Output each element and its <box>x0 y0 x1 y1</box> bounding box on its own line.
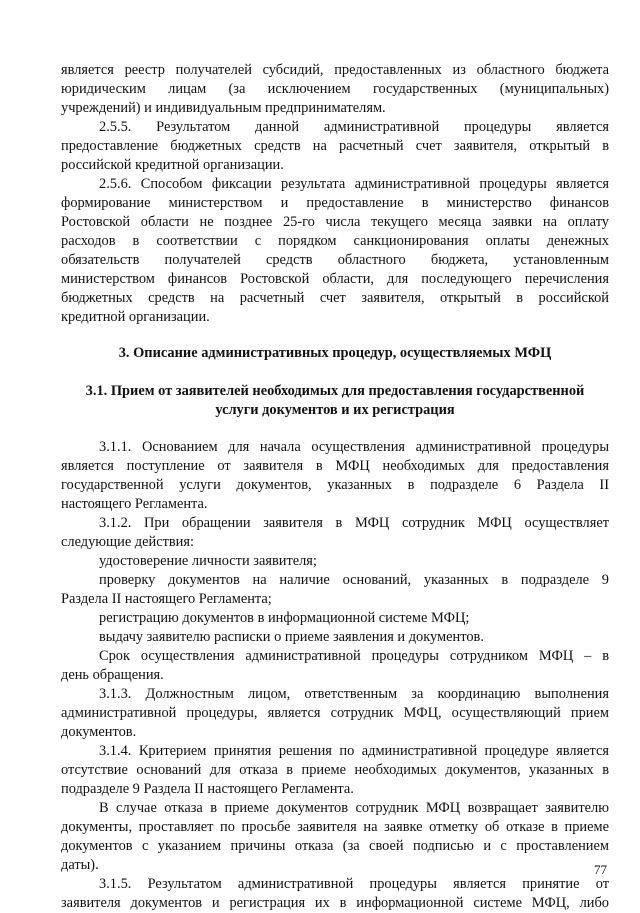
section-heading-3: 3. Описание административных процедур, осуществляемых МФЦ <box>118 345 552 361</box>
action-item-1: удостоверение личности заявителя; <box>99 553 317 569</box>
intro-line-2: юридическим лицам (за исключением государственных (муниципальных) <box>61 81 609 97</box>
paragraph-3-1-4-line-2: отсутствие оснований для отказа в приеме необходимых документов, указанных в <box>61 762 609 778</box>
paragraph-2-5-5-line-2: предоставление бюджетных средств на расчетный счет заявителя, открытый в <box>61 138 609 154</box>
paragraph-3-1-3-line-1: 3.1.3. Должностным лицом, ответственным за координацию выполнения <box>99 686 609 702</box>
action-item-2-line-2: Раздела II настоящего Регламента; <box>61 591 272 607</box>
paragraph-3-1-2-line-1: 3.1.2. При обращении заявителя в МФЦ сотрудник МФЦ осуществляет <box>99 515 609 531</box>
paragraph-2-5-6-line-4: расходов в соответствии с порядком санкционирования оплаты денежных <box>61 233 609 249</box>
paragraph-term-line-2: день обращения. <box>61 667 164 683</box>
paragraph-2-5-6-line-5: обязательств получателей средств областного бюджета, установленным <box>61 252 609 268</box>
subsection-heading-3-1-line-1: 3.1. Прием от заявителей необходимых для предоставления государственной <box>85 383 585 399</box>
paragraph-3-1-3-line-3: документов. <box>61 724 137 740</box>
paragraph-term-line-1: Срок осуществления административной процедуры сотрудником МФЦ – в <box>99 648 609 664</box>
paragraph-refusal-line-1: В случае отказа в приеме документов сотрудник МФЦ возвращает заявителю <box>99 800 609 816</box>
paragraph-2-5-6-line-2: формирование министерством и предоставление в министерство финансов <box>61 195 609 211</box>
paragraph-3-1-1-line-2: является поступление от заявителя в МФЦ необходимых для предоставления <box>61 458 609 474</box>
intro-line-3: учреждений) и индивидуальным предпринимателям. <box>61 100 386 116</box>
paragraph-2-5-6-line-6: министерством финансов Ростовской области, для последующего перечисления <box>61 271 609 287</box>
paragraph-2-5-6-line-1: 2.5.6. Способом фиксации результата административной процедуры является <box>99 176 609 192</box>
paragraph-refusal-line-2: документы, проставляет по просьбе заявителя на заявке отметку об отказе в приеме <box>61 819 609 835</box>
paragraph-2-5-6-line-8: кредитной организации. <box>61 309 210 325</box>
action-item-4: выдачу заявителю расписки о приеме заявления и документов. <box>99 629 484 645</box>
intro-line-1: является реестр получателей субсидий, предоставленных из областного бюджета <box>61 62 609 78</box>
paragraph-2-5-6-line-3: Ростовской области не позднее 25-го числа текущего месяца заявки на оплату <box>61 214 609 230</box>
action-item-2-line-1: проверку документов на наличие оснований, указанных в подразделе 9 <box>99 572 609 588</box>
paragraph-2-5-5-line-1: 2.5.5. Результатом данной административной процедуры является <box>99 119 609 135</box>
page-number: 77 <box>594 862 607 877</box>
paragraph-refusal-line-4: даты). <box>61 857 99 873</box>
paragraph-3-1-3-line-2: административной процедуры, является сотрудник МФЦ, осуществляющий прием <box>61 705 609 721</box>
action-item-3: регистрацию документов в информационной системе МФЦ; <box>99 610 470 626</box>
subsection-heading-3-1-line-2: услуги документов и их регистрация <box>215 402 455 418</box>
paragraph-3-1-1-line-4: настоящего Регламента. <box>61 496 208 512</box>
paragraph-3-1-2-line-2: следующие действия: <box>61 534 195 550</box>
paragraph-refusal-line-3: документов с указанием причины отказа (за своей подписью и с проставлением <box>61 838 609 854</box>
paragraph-3-1-5-line-2: заявителя документов и регистрация их в информационной системе МФЦ, либо <box>61 895 609 911</box>
paragraph-3-1-4-line-1: 3.1.4. Критерием принятия решения по административной процедуре является <box>99 743 609 759</box>
paragraph-3-1-4-line-3: подразделе 9 Раздела II настоящего Регламента. <box>61 781 354 797</box>
paragraph-3-1-5-line-1: 3.1.5. Результатом административной процедуры является принятие от <box>99 876 609 892</box>
paragraph-3-1-1-line-1: 3.1.1. Основанием для начала осуществления административной процедуры <box>99 439 609 455</box>
paragraph-3-1-1-line-3: государственной услуги документов, указанных в подразделе 6 Раздела II <box>61 477 609 493</box>
paragraph-2-5-5-line-3: российской кредитной организации. <box>61 157 284 173</box>
paragraph-2-5-6-line-7: бюджетных средств на расчетный счет заявителя, открытый в российской <box>61 290 609 306</box>
